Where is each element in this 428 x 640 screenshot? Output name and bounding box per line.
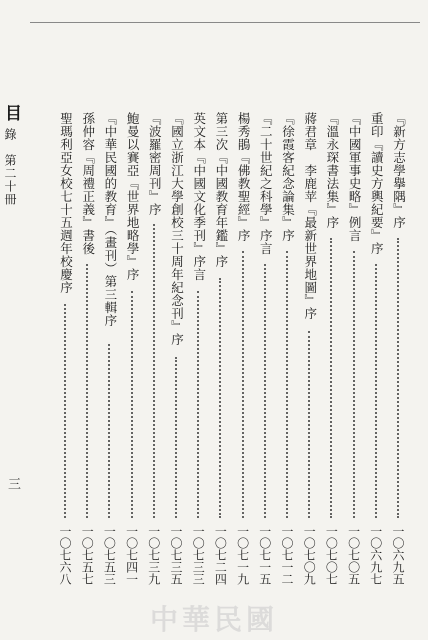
toc-entry-page: 一〇七五七 — [80, 525, 95, 585]
toc-leader-dots — [131, 291, 135, 518]
toc-leader-dots — [108, 344, 112, 518]
toc-entry-page: 一〇七二四 — [213, 525, 228, 585]
toc-entry-title: 鮑曼以賽亞『世界地略學』序 — [125, 112, 141, 281]
toc-entry-title: 『新方志學擧隅』序 — [391, 112, 407, 229]
toc-entry-title: 重印『讀史方輿紀要』序 — [369, 112, 385, 255]
toc-entry-title: 『國立浙江大學創校三十周年紀念刊』序 — [169, 112, 185, 346]
toc-leader-dots — [242, 251, 246, 518]
toc-entry-page: 一〇七一九 — [235, 525, 250, 585]
toc-leader-dots — [308, 331, 312, 518]
toc-entry-page: 一〇七四一 — [124, 525, 139, 585]
toc-entry-title: 『中華民國的教育』（畫刊）第三輯序 — [102, 112, 118, 327]
toc-leader-dots — [175, 357, 179, 518]
watermark: 中華民國 — [150, 603, 279, 636]
toc-leader-dots — [286, 251, 290, 518]
toc-entry-title: 孫仲容『周禮正義』書後 — [80, 112, 96, 255]
toc-entry-page: 一〇七一五 — [257, 525, 272, 585]
toc-entry-page: 一〇七三五 — [169, 525, 183, 585]
toc-entry-title: 英文本『中國文化季刊』序言 — [191, 112, 207, 281]
page-number: 三 — [5, 477, 20, 491]
toc-leader-dots — [375, 264, 379, 518]
toc-entry-page: 一〇七〇五 — [346, 525, 361, 585]
toc-entry-page: 一〇七〇九 — [302, 525, 317, 585]
toc-leader-dots — [330, 238, 334, 518]
toc-leader-dots — [86, 264, 90, 518]
toc-entry-title: 『溫永琛書法集』序 — [324, 112, 340, 229]
toc-entry-page: 一〇六九七 — [368, 525, 383, 585]
header-subtitle: 錄 第二十冊 — [3, 128, 17, 206]
toc-leader-dots — [353, 251, 357, 518]
toc-entry-page: 一〇六九五 — [391, 525, 405, 585]
toc-entry-title: 『中國軍事史略』例言 — [347, 112, 363, 242]
toc-leader-dots — [219, 278, 223, 518]
toc-entry-page: 一〇七一二 — [280, 525, 294, 585]
toc-leader-dots — [153, 224, 157, 518]
toc-entry-title: 聖瑪利亞女校七十五週年校慶序 — [58, 112, 74, 294]
header-title: 目 — [1, 104, 21, 122]
toc-entry-title: 『二十世紀之科學』序言 — [258, 112, 274, 255]
toc-entry-page: 一〇七〇七 — [324, 525, 339, 585]
toc-entry-page: 一〇七三三 — [191, 525, 206, 585]
toc-entry-title: 蔣君章 李鹿苹『最新世界地圖』序 — [302, 112, 318, 320]
toc-leader-dots — [397, 238, 401, 518]
toc-entry-title: 『波羅密周刊』序 — [147, 112, 163, 216]
toc-leader-dots — [64, 304, 68, 518]
top-rule — [30, 22, 420, 23]
toc-entry-title: 第三次『中國教育年鑑』序 — [213, 112, 229, 268]
toc-leader-dots — [197, 291, 201, 518]
toc-leader-dots — [264, 264, 268, 518]
toc-entry-title: 『徐霞客紀念論集』序 — [280, 112, 296, 242]
toc-entry-page: 一〇七五三 — [102, 525, 117, 585]
toc-entry-page: 一〇七三九 — [146, 525, 161, 585]
toc-entry-page: 一〇七六八 — [58, 525, 72, 585]
toc-entry-title: 楊秀鵑『佛教聖經』序 — [236, 112, 252, 242]
